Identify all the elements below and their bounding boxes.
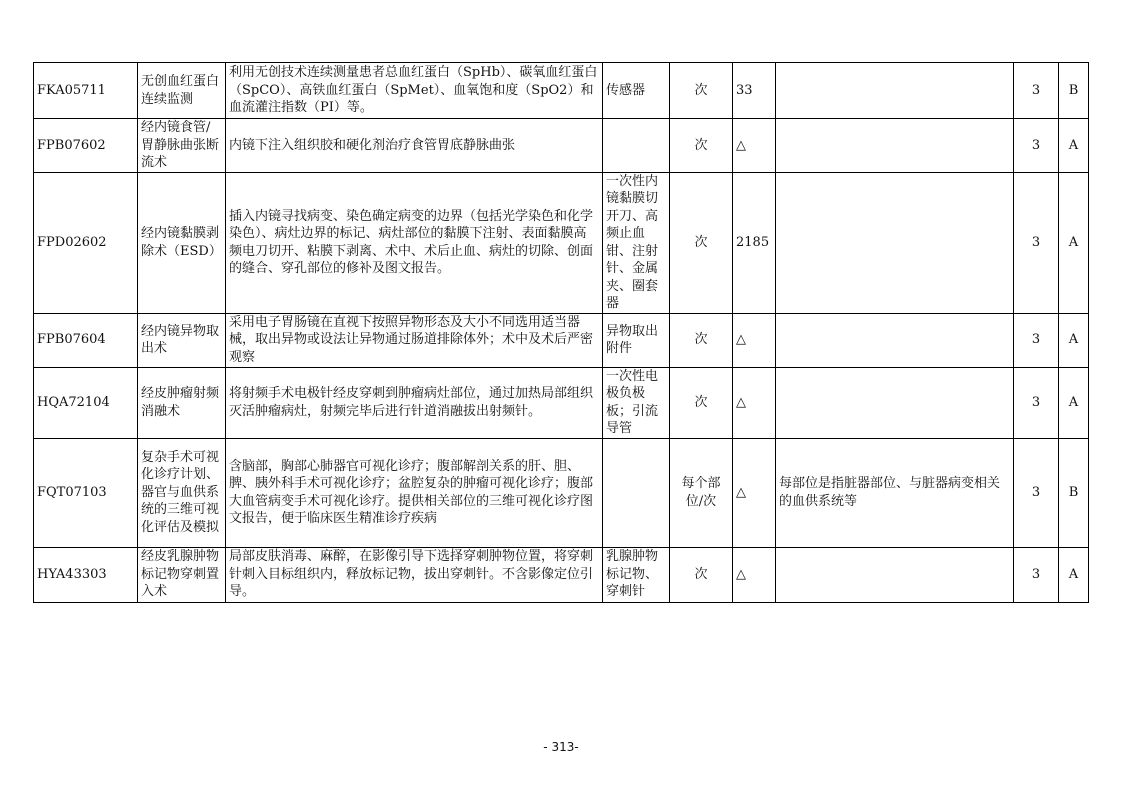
item-name-cell: 经皮乳腺肿物标记物穿刺置入术 xyxy=(138,547,226,602)
item-name-cell: 经内镜异物取出术 xyxy=(138,313,226,367)
note-cell xyxy=(776,119,1014,173)
exclusion-cell: 传感器 xyxy=(603,63,670,119)
category-cell: A xyxy=(1059,172,1089,313)
price-cell: 33 xyxy=(733,63,776,119)
code-cell: HYA43303 xyxy=(34,547,138,602)
item-name-cell: 复杂手术可视化诊疗计划、器官与血供系统的三维可视化评估及模拟 xyxy=(138,438,226,547)
level-cell: 3 xyxy=(1014,367,1059,438)
exclusion-cell: 一次性电极负极板；引流导管 xyxy=(603,367,670,438)
price-cell: △ xyxy=(733,438,776,547)
note-cell xyxy=(776,547,1014,602)
table-row xyxy=(34,367,1089,438)
item-name-cell: 无创血红蛋白连续监测 xyxy=(138,63,226,119)
category-cell: B xyxy=(1059,438,1089,547)
unit-cell: 次 xyxy=(670,547,733,602)
price-cell: △ xyxy=(733,367,776,438)
unit-cell: 每个部位/次 xyxy=(670,438,733,547)
note-cell xyxy=(776,367,1014,438)
level-cell: 3 xyxy=(1014,547,1059,602)
content-cell: 利用无创技术连续测量患者总血红蛋白（SpHb）、碳氧血红蛋白（SpCO）、高铁血红蛋白（SpMet）、血氧饱和度（SpO2）和血流灌注指数（PI）等。 xyxy=(226,63,603,119)
category-cell: B xyxy=(1059,63,1089,119)
price-cell: △ xyxy=(733,313,776,367)
exclusion-cell xyxy=(603,119,670,173)
table-row xyxy=(34,172,1089,313)
note-cell: 每部位是指脏器部位、与脏器病变相关的血供系统等 xyxy=(776,438,1014,547)
price-cell: △ xyxy=(733,547,776,602)
content-cell: 局部皮肤消毒、麻醉，在影像引导下选择穿刺肿物位置，将穿刺针刺入目标组织内，释放标记物，拔出穿刺针。不含影像定位引导。 xyxy=(226,547,603,602)
table-row xyxy=(34,313,1089,367)
unit-cell: 次 xyxy=(670,313,733,367)
level-cell: 3 xyxy=(1014,63,1059,119)
exclusion-cell: 乳腺肿物标记物、穿刺针 xyxy=(603,547,670,602)
content-cell: 将射频手术电极针经皮穿刺到肿瘤病灶部位，通过加热局部组织灭活肿瘤病灶，射频完毕后进行针道消融拔出射频针。 xyxy=(226,367,603,438)
item-name-cell: 经内镜黏膜剥除术（ESD） xyxy=(138,172,226,313)
table-row xyxy=(34,438,1089,547)
category-cell: A xyxy=(1059,547,1089,602)
item-name-cell: 经内镜食管/胃静脉曲张断流术 xyxy=(138,119,226,173)
code-cell: HQA72104 xyxy=(34,367,138,438)
code-cell: FQT07103 xyxy=(34,438,138,547)
price-cell: 2185 xyxy=(733,172,776,313)
content-cell: 插入内镜寻找病变、染色确定病变的边界（包括光学染色和化学染色）、病灶边界的标记、病灶部位的黏膜下注射、表面黏膜高频电刀切开、粘膜下剥离、术中、术后止血、病灶的切除、创面的缝合、穿孔部位的修补及图文报告。 xyxy=(226,172,603,313)
note-cell xyxy=(776,313,1014,367)
item-name-cell: 经皮肿瘤射频消融术 xyxy=(138,367,226,438)
content-cell: 内镜下注入组织胶和硬化剂治疗食管胃底静脉曲张 xyxy=(226,119,603,173)
page-number: - 313- xyxy=(543,740,579,754)
exclusion-cell: 一次性内镜黏膜切开刀、高频止血钳、注射针、金属夹、圈套器 xyxy=(603,172,670,313)
level-cell: 3 xyxy=(1014,119,1059,173)
price-cell: △ xyxy=(733,119,776,173)
category-cell: A xyxy=(1059,313,1089,367)
code-cell: FPB07604 xyxy=(34,313,138,367)
note-cell xyxy=(776,172,1014,313)
code-cell: FPB07602 xyxy=(34,119,138,173)
fee-table xyxy=(33,62,1089,603)
level-cell: 3 xyxy=(1014,438,1059,547)
level-cell: 3 xyxy=(1014,313,1059,367)
unit-cell: 次 xyxy=(670,172,733,313)
content-cell: 含脑部，胸部心肺器官可视化诊疗；腹部解剖关系的肝、胆、脾、胰外科手术可视化诊疗；盆腔复杂的肿瘤可视化诊疗；腹部大血管病变手术可视化诊疗。提供相关部位的三维可视化诊疗图文报告，便于临床医生精准诊疗疾病 xyxy=(226,438,603,547)
exclusion-cell xyxy=(603,438,670,547)
category-cell: A xyxy=(1059,367,1089,438)
unit-cell: 次 xyxy=(670,63,733,119)
level-cell: 3 xyxy=(1014,172,1059,313)
content-cell: 采用电子胃肠镜在直视下按照异物形态及大小不同选用适当器械，取出异物或设法让异物通过肠道排除体外；术中及术后严密观察 xyxy=(226,313,603,367)
exclusion-cell: 异物取出附件 xyxy=(603,313,670,367)
category-cell: A xyxy=(1059,119,1089,173)
table-row xyxy=(34,63,1089,119)
note-cell xyxy=(776,63,1014,119)
unit-cell: 次 xyxy=(670,367,733,438)
code-cell: FKA05711 xyxy=(34,63,138,119)
table-row xyxy=(34,547,1089,602)
code-cell: FPD02602 xyxy=(34,172,138,313)
unit-cell: 次 xyxy=(670,119,733,173)
table-row xyxy=(34,119,1089,173)
